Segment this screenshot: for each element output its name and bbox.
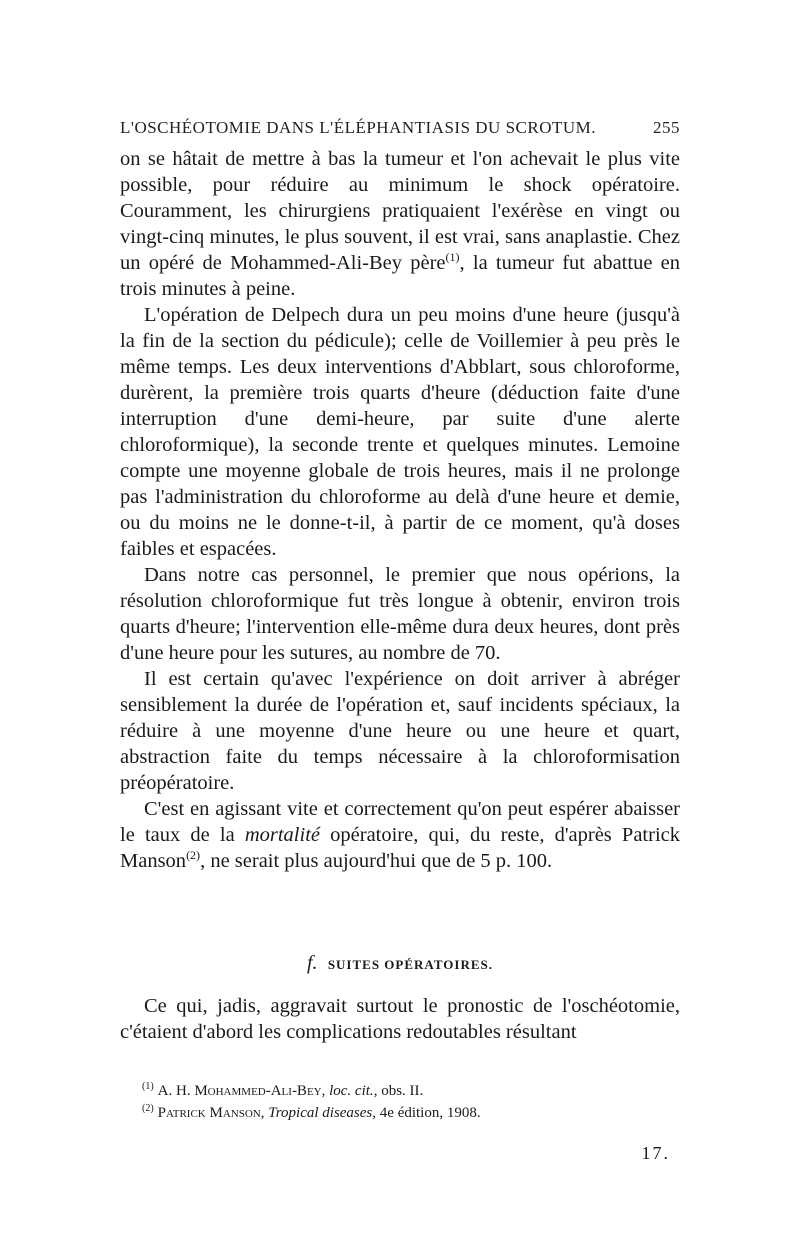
paragraph-1-text: on se hâtait de mettre à bas la tumeur et l'on achevait le plus vite possible, pour réduire au minimum le shock opératoire. Couramment, les chirurgiens pratiquaient l'exérèse en vingt ou vingt-cinq minutes, le plus souvent, il est vrai, sans anaplastie. Chez un opéré de Mohammed-Ali-Bey père [120, 148, 680, 274]
paragraph-6: Ce qui, jadis, aggravait surtout le pronostic de l'oschéotomie, c'étaient d'abord les complications redoutables résultant [120, 995, 680, 1043]
paragraph-1-text-end: , la tumeur fut abattue en trois minutes à peine. [120, 252, 680, 300]
paragraph-5-text-b: opératoire, qui, du reste, d'après Patrick Manson [120, 824, 681, 872]
section-heading [120, 952, 680, 975]
section-text [120, 993, 680, 1045]
paragraph-2: L'opération de Delpech dura un peu moins d'une heure (jusqu'à la fin de la section du pédicule); celle de Voillemier à peu près le même temps. Les deux interventions d'Abblart, sous chloroforme, durèrent, la première trois quarts d'heure (déduction faite d'une interruption d'une demi-heure, par suite d'une alerte chloroformique), la seconde trente et quelques minutes. Lemoine compte une moyenne globale de trois heures, mais il ne prolonge pas l'administration du chloroforme au delà d'une heure et demie, ou du moins ne le donne-t-il, à partir de ce moment, qu'à doses faibles et espacées. [120, 304, 680, 560]
page-number: 255 [653, 118, 680, 137]
paragraph-4: Il est certain qu'avec l'expérience on doit arriver à abréger sensiblement la durée de l'opération et, sauf incidents spéciaux, la réduire à une moyenne d'une heure ou une heure et quart, abstraction faite du temps nécessaire à la chloroformisation préopératoire. [120, 668, 680, 794]
footnote-ref-2: (2) [186, 848, 201, 863]
running-title: L'OSCHÉOTOMIE DANS L'ÉLÉPHANTIASIS DU SCROTUM. [120, 118, 597, 137]
section-title: SUITES OPÉRATOIRES. [327, 957, 493, 972]
footnote-1-rest: , obs. II. [373, 1083, 424, 1099]
footnote-2-mark: (2) [142, 1103, 154, 1114]
footnote-1-sep: , [321, 1083, 330, 1099]
paragraph-3: Dans notre cas personnel, le premier que nous opérions, la résolution chloroformique fut très longue à obtenir, environ trois quarts d'heure; l'intervention elle-même dura deux heures, dont près d'une heure pour les sutures, au nombre de 70. [120, 564, 680, 664]
paragraph-1 [120, 146, 680, 302]
running-header [120, 118, 680, 138]
footnote-1-author: A. H. Mohammed-Ali-Bey [157, 1083, 322, 1099]
footnote-1-ref: loc. cit. [329, 1083, 374, 1099]
paragraph-5-text-a: C'est en agissant vite et correctement qu'on peut espérer abaisser le taux de la [120, 798, 680, 846]
footnote-2 [142, 1102, 682, 1124]
footnote-2-sep: , [260, 1105, 269, 1121]
paragraph-5 [120, 796, 680, 874]
footnote-1-mark: (1) [142, 1081, 154, 1092]
footnote-1 [142, 1080, 682, 1102]
footnote-ref-1: (1) [445, 250, 460, 265]
footnote-2-rest: , 4e édition, 1908. [372, 1105, 481, 1121]
signature-mark: 17. [641, 1143, 670, 1163]
paragraph-5-text-c: , ne serait plus aujourd'hui que de 5 p. 100. [200, 850, 553, 872]
main-text [120, 146, 680, 874]
footnote-2-author: Patrick Manson [157, 1105, 261, 1121]
footnote-2-ref: Tropical diseases [268, 1105, 373, 1121]
footnotes [142, 1080, 682, 1124]
emphasis-mortalite: mortalité [244, 824, 320, 846]
section-letter: f. [307, 952, 318, 974]
